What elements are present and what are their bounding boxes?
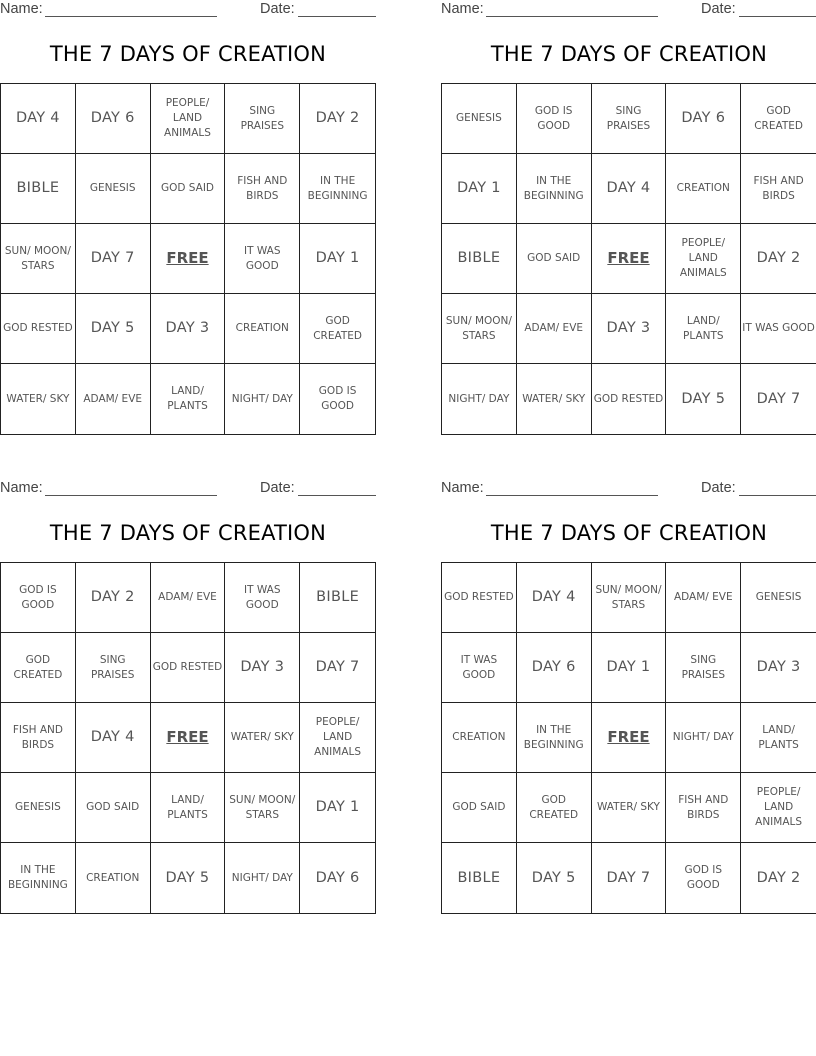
bingo-cell: GOD SAID — [517, 224, 592, 294]
bingo-cell: DAY 6 — [666, 84, 741, 154]
bingo-cell: DAY 7 — [756, 390, 801, 407]
bingo-cell: CREATION — [442, 703, 517, 773]
bingo-cell: WATER/ SKY — [1, 364, 76, 434]
bingo-cell: DAY 4 — [76, 703, 151, 773]
bingo-cell: DAY 6 — [76, 84, 151, 154]
bingo-cell: NIGHT/ DAY — [225, 843, 300, 913]
bingo-cell: PEOPLE/ LAND ANIMALS — [300, 703, 375, 773]
card-title: THE 7 DAYS OF CREATION — [490, 42, 768, 66]
bingo-cell: GENESIS — [741, 563, 816, 633]
date-blank-line — [739, 495, 816, 496]
bingo-cell: GOD SAID — [442, 773, 517, 843]
free-space-cell: FREE — [592, 703, 667, 773]
bingo-grid — [441, 562, 816, 914]
name-label: Name: — [0, 1, 43, 17]
bingo-cell: WATER/ SKY — [517, 364, 592, 434]
bingo-cell: SING PRAISES — [592, 84, 667, 154]
bingo-cell: GOD CREATED — [741, 84, 816, 154]
bingo-cell: DAY 2 — [756, 869, 801, 886]
bingo-cell: DAY 1 — [442, 154, 517, 224]
bingo-cell: SUN/ MOON/ STARS — [592, 563, 667, 633]
bingo-cell: SING PRAISES — [225, 84, 300, 154]
bingo-cell: GENESIS — [76, 154, 151, 224]
bingo-cell: GOD CREATED — [1, 633, 76, 703]
bingo-cell: GOD RESTED — [442, 563, 517, 633]
bingo-cell: DAY 7 — [300, 633, 375, 703]
bingo-cell: SING PRAISES — [76, 633, 151, 703]
bingo-cell: GOD IS GOOD — [1, 563, 76, 633]
date-blank-line — [739, 16, 816, 17]
name-blank-line — [45, 495, 217, 496]
bingo-cell: BIBLE — [442, 224, 517, 294]
bingo-cell: WATER/ SKY — [225, 703, 300, 773]
date-label: Date: — [260, 1, 295, 17]
card-header — [441, 1, 816, 21]
bingo-cell: PEOPLE/ LAND ANIMALS — [151, 84, 226, 154]
bingo-cell: BIBLE — [300, 563, 375, 633]
bingo-cell: PEOPLE/ LAND ANIMALS — [741, 773, 816, 843]
bingo-cell: DAY 4 — [592, 154, 667, 224]
bingo-cell: IT WAS GOOD — [741, 294, 816, 364]
bingo-cell: CREATION — [666, 154, 741, 224]
bingo-cell: CREATION — [225, 294, 300, 364]
bingo-cell: GOD RESTED — [592, 364, 667, 434]
bingo-cell: DAY 3 — [592, 294, 667, 364]
name-blank-line — [45, 16, 217, 17]
bingo-cell: IT WAS GOOD — [442, 633, 517, 703]
date-blank-line — [298, 16, 376, 17]
bingo-cell: PEOPLE/ LAND ANIMALS — [666, 224, 741, 294]
bingo-card-4 — [441, 479, 816, 919]
name-label: Name: — [441, 480, 484, 496]
bingo-cell: WATER/ SKY — [592, 773, 667, 843]
bingo-cell: FISH AND BIRDS — [225, 154, 300, 224]
bingo-cell: SUN/ MOON/ STARS — [442, 294, 517, 364]
bingo-cell: FISH AND BIRDS — [666, 773, 741, 843]
bingo-cell: BIBLE — [442, 843, 517, 913]
date-blank-line — [298, 495, 376, 496]
name-label: Name: — [441, 1, 484, 17]
free-space-cell: FREE — [151, 224, 226, 294]
bingo-cell: GOD RESTED — [151, 633, 226, 703]
bingo-cell: DAY 5 — [151, 843, 226, 913]
bingo-cell: DAY 5 — [666, 364, 741, 434]
bingo-cell: GOD IS GOOD — [666, 843, 741, 913]
free-space-cell: FREE — [151, 703, 226, 773]
bingo-cell: DAY 2 — [300, 84, 375, 154]
bingo-cell: SING PRAISES — [666, 633, 741, 703]
bingo-cell: GENESIS — [442, 84, 517, 154]
bingo-grid — [0, 562, 376, 914]
bingo-grid — [441, 83, 816, 435]
bingo-cell: DAY 5 — [76, 294, 151, 364]
bingo-cell: DAY 4 — [1, 84, 76, 154]
card-title: THE 7 DAYS OF CREATION — [490, 521, 768, 545]
bingo-cell: GOD IS GOOD — [318, 385, 357, 412]
bingo-cell: GENESIS — [1, 773, 76, 843]
bingo-cell: IT WAS GOOD — [225, 563, 300, 633]
bingo-cell: GOD CREATED — [517, 773, 592, 843]
bingo-cell: IN THE BEGINNING — [517, 154, 592, 224]
bingo-cell: ADAM/ EVE — [151, 563, 226, 633]
bingo-cell: LAND/ PLANTS — [151, 364, 226, 434]
bingo-cell: DAY 2 — [741, 224, 816, 294]
bingo-cell: ADAM/ EVE — [666, 563, 741, 633]
bingo-cell: IN THE BEGINNING — [1, 843, 76, 913]
bingo-cell: ADAM/ EVE — [76, 364, 151, 434]
bingo-cell: FISH AND BIRDS — [741, 154, 816, 224]
bingo-cell: GOD SAID — [151, 154, 226, 224]
bingo-cell: DAY 6 — [315, 869, 360, 886]
bingo-cell: GOD SAID — [76, 773, 151, 843]
bingo-cell: DAY 1 — [300, 224, 375, 294]
bingo-cell: DAY 4 — [517, 563, 592, 633]
bingo-grid — [0, 83, 376, 435]
card-header — [0, 480, 376, 500]
bingo-cell: DAY 1 — [592, 633, 667, 703]
bingo-card-1 — [0, 0, 376, 440]
date-label: Date: — [701, 480, 736, 496]
bingo-cell: LAND/ PLANTS — [666, 294, 741, 364]
card-header — [441, 480, 816, 500]
bingo-cell: DAY 7 — [76, 224, 151, 294]
card-title: THE 7 DAYS OF CREATION — [49, 521, 327, 545]
bingo-card-2 — [441, 0, 816, 440]
bingo-cell: IN THE BEGINNING — [300, 154, 375, 224]
bingo-cell: SUN/ MOON/ STARS — [1, 224, 76, 294]
date-label: Date: — [260, 480, 295, 496]
bingo-cell: NIGHT/ DAY — [666, 703, 741, 773]
bingo-cell: LAND/ PLANTS — [151, 773, 226, 843]
bingo-cell: DAY 3 — [151, 294, 226, 364]
date-label: Date: — [701, 1, 736, 17]
name-label: Name: — [0, 480, 43, 496]
bingo-cell: CREATION — [76, 843, 151, 913]
bingo-cell: IT WAS GOOD — [225, 224, 300, 294]
bingo-cell: DAY 3 — [741, 633, 816, 703]
bingo-cell: ADAM/ EVE — [517, 294, 592, 364]
bingo-cell: DAY 5 — [517, 843, 592, 913]
bingo-cell: NIGHT/ DAY — [442, 364, 517, 434]
bingo-cell: GOD IS GOOD — [517, 84, 592, 154]
bingo-cell: IN THE BEGINNING — [517, 703, 592, 773]
bingo-cell: DAY 1 — [300, 773, 375, 843]
bingo-cell: FISH AND BIRDS — [1, 703, 76, 773]
bingo-card-3 — [0, 479, 376, 919]
bingo-cell: NIGHT/ DAY — [225, 364, 300, 434]
card-title: THE 7 DAYS OF CREATION — [49, 42, 327, 66]
bingo-cell: DAY 6 — [517, 633, 592, 703]
bingo-cell: GOD CREATED — [300, 294, 375, 364]
free-space-cell: FREE — [592, 224, 667, 294]
bingo-cell: SUN/ MOON/ STARS — [225, 773, 300, 843]
name-blank-line — [486, 495, 658, 496]
bingo-cell: DAY 2 — [76, 563, 151, 633]
bingo-cell: BIBLE — [1, 154, 76, 224]
card-header — [0, 1, 376, 21]
bingo-cell: DAY 3 — [225, 633, 300, 703]
name-blank-line — [486, 16, 658, 17]
bingo-cell: GOD RESTED — [1, 294, 76, 364]
bingo-cell: LAND/ PLANTS — [741, 703, 816, 773]
bingo-cell: DAY 7 — [592, 843, 667, 913]
